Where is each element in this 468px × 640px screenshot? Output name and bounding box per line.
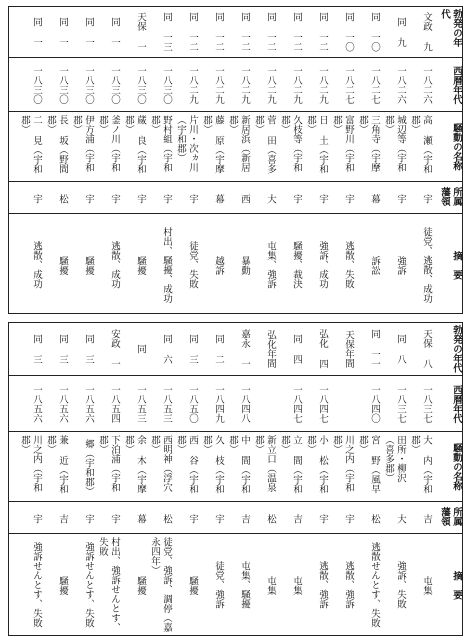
row-year: 一八三〇: [109, 66, 120, 104]
header-domain: 所属藩領: [439, 187, 462, 206]
row-note: 逃散、強訴: [317, 561, 328, 609]
row-name: 藤 原（宇摩郡）: [201, 115, 224, 174]
row-name: 伊方浦（宇和郡）: [71, 115, 94, 172]
row-year: 一八二六: [395, 66, 406, 104]
row-domain: 宇: [135, 194, 146, 204]
row-note: 騒擾: [83, 255, 94, 275]
row-domain: 大: [395, 514, 406, 524]
row-era: 弘化年間: [265, 330, 276, 368]
row-note: 騒擾: [57, 255, 68, 275]
row-domain: 松: [57, 194, 68, 204]
row-era: 同 一二: [265, 12, 276, 52]
row-year: 一八二九: [291, 66, 302, 104]
row-era: 同 三: [83, 334, 94, 364]
row-year: 一八五三: [135, 385, 146, 423]
row-note: 強訴せんとす、失敗: [31, 542, 42, 628]
row-era: 同 二: [213, 334, 224, 364]
table-row: [94, 7, 120, 313]
table-row: [94, 323, 120, 635]
row-domain: 吉: [421, 514, 432, 524]
row-note: 屯集、強訴: [265, 241, 276, 289]
row-domain: 幕: [213, 194, 224, 204]
row-name: 久枝等（宇和郡）: [279, 115, 302, 172]
row-name: 余 木（宇摩郡）: [123, 435, 146, 494]
row-note: 逃散、成功: [109, 241, 120, 289]
row-note: 騒擾: [187, 575, 198, 595]
row-note: 徒党、逃散、成功: [421, 227, 432, 303]
row-name: 新立口（温泉郡）: [253, 435, 276, 492]
row-name: 片川・次ヵ川（宇和郡）: [175, 115, 198, 172]
row-note: 騒擾: [135, 575, 146, 595]
row-name: 長 坂（野間郡）: [45, 115, 68, 174]
table-row: [68, 323, 94, 635]
header-year: 西暦年代: [451, 66, 462, 104]
table-row: [224, 7, 250, 313]
row-domain: 宇: [213, 514, 224, 524]
row-domain: 宇: [31, 194, 42, 204]
table-upper: [8, 6, 463, 314]
row-name: 釜ノ川（宇和郡）: [97, 115, 120, 172]
table-row: [120, 7, 146, 313]
header-era: 勃発の年代: [451, 325, 462, 373]
row-domain: 西: [239, 194, 250, 204]
row-era: 文政 九: [421, 12, 432, 52]
row-era: 同 一: [83, 17, 94, 47]
row-year: 一八五四: [109, 385, 120, 423]
row-era: 同 九: [395, 17, 406, 47]
row-name: 西 谷（宇和郡）: [175, 435, 198, 494]
row-year: 一八二九: [187, 66, 198, 104]
row-name: 大 内（宇和郡）: [409, 435, 432, 494]
row-name: 立 間（宇和郡）: [279, 435, 302, 494]
row-era: 嘉永 一: [239, 329, 250, 369]
row-note: 強訴: [395, 255, 406, 275]
table-row: [354, 323, 380, 635]
row-year: 一八三〇: [161, 66, 172, 104]
row-era: 同 四: [291, 334, 302, 364]
table-row: [16, 7, 42, 313]
row-year: 一八五六: [83, 385, 94, 423]
row-era: 弘化 四: [317, 329, 328, 369]
row-domain: 松: [265, 514, 276, 524]
table-row: [250, 323, 276, 635]
table-row: [172, 7, 198, 313]
row-era: 同 一二: [213, 12, 224, 52]
row-era: 同: [135, 344, 146, 354]
row-era: 同 一〇: [343, 12, 354, 52]
row-year: 一八三〇: [135, 66, 146, 104]
row-name: 下泊浦（宇和郡）: [97, 435, 120, 492]
table-row: [276, 7, 302, 313]
table-row: [354, 7, 380, 313]
divider: [9, 181, 462, 182]
row-note: 越訴: [213, 255, 224, 275]
row-era: 同 一二: [187, 12, 198, 52]
row-year: 一八四七: [317, 385, 328, 423]
row-year: 一八三七: [421, 385, 432, 423]
row-era: 同 一: [57, 17, 68, 47]
row-domain: 宇: [395, 194, 406, 204]
header-name: 騒動の名称: [451, 443, 462, 491]
divider: [9, 213, 462, 214]
row-year: [250, 379, 276, 429]
row-name: 川之内（宇和郡）: [19, 435, 42, 492]
table-row: [16, 323, 42, 635]
row-domain: 宇: [291, 194, 302, 204]
row-era: 天保年間: [343, 330, 354, 368]
row-name: 西明神（浮穴郡）: [149, 435, 172, 492]
row-note: 騒擾、裁決: [291, 241, 302, 289]
header-era: 勃発の年代: [439, 9, 462, 47]
row-year: 一八二九: [265, 66, 276, 104]
row-note: 強訴、成功: [317, 241, 328, 289]
row-era: 同 一: [109, 17, 120, 47]
row-domain: 宇: [31, 514, 42, 524]
divider: [9, 111, 462, 112]
table-row: [302, 323, 328, 635]
table-row: [302, 7, 328, 313]
row-domain: 宇: [83, 514, 94, 524]
row-name: 三角寺（宇摩郡）: [357, 115, 380, 172]
row-era: 同 一一: [369, 329, 380, 369]
row-note: 徒党、強訴、調停（嘉永四年）: [149, 537, 172, 632]
table-row: [380, 7, 406, 313]
row-domain: 宇: [187, 194, 198, 204]
table-row: [42, 323, 68, 635]
row-note: 訴訟: [369, 255, 380, 275]
row-name: 城辺等（宇和郡）: [383, 115, 406, 172]
row-year: 一八二九: [213, 66, 224, 104]
row-year: 一八五六: [57, 385, 68, 423]
divider: [9, 57, 462, 58]
row-name: 小 松（宇和郡）: [305, 435, 328, 494]
row-year: 一八四七: [291, 385, 302, 423]
row-year: 一八五六: [31, 385, 42, 423]
row-name: 高 瀬（宇和郡）: [409, 115, 432, 174]
table-upper-rows: [9, 7, 462, 313]
divider: [9, 431, 462, 432]
row-era: 同 一二: [317, 12, 328, 52]
table-row: [406, 323, 432, 635]
header-column-lower: [432, 323, 462, 635]
row-note: 逃散、失敗: [343, 241, 354, 289]
divider: [9, 533, 462, 534]
row-era: 同 三: [57, 334, 68, 364]
row-year: 一八二九: [239, 66, 250, 104]
table-row: [198, 323, 224, 635]
table-lower: [8, 322, 463, 636]
row-domain: 宇: [317, 514, 328, 524]
table-row: [328, 7, 354, 313]
row-name: 久 枝（宇和郡）: [201, 435, 224, 494]
row-era: 同 三: [187, 334, 198, 364]
table-row: [250, 7, 276, 313]
row-era: 安政 一: [109, 329, 120, 369]
row-name: 中 間（宇和郡）: [227, 435, 250, 494]
row-note: 逃散、強訴: [343, 561, 354, 609]
row-note: 強訴せんとす、失敗: [83, 542, 94, 628]
row-name: 郷（宇和郡）: [83, 438, 94, 496]
row-name: 川之内（宇和郡）: [331, 435, 354, 492]
row-domain: 宇: [109, 194, 120, 204]
row-domain: 吉: [239, 514, 250, 524]
row-note: 屯集: [291, 575, 302, 595]
row-year: 一八三七: [395, 385, 406, 423]
row-domain: 松: [161, 514, 172, 524]
table-lower-rows: [9, 323, 462, 635]
row-year: [328, 379, 354, 429]
row-year: 一八二九: [317, 66, 328, 104]
row-domain: 宇: [83, 194, 94, 204]
row-era: 天保 一: [135, 12, 146, 52]
row-note: 強訴、失敗: [395, 561, 406, 609]
table-row: [172, 323, 198, 635]
row-domain: 宇: [421, 194, 432, 204]
row-note: 村出、騒擾、成功: [161, 227, 172, 303]
table-row: [276, 323, 302, 635]
row-year: 一八二七: [369, 66, 380, 104]
row-note: 暴動: [239, 255, 250, 275]
row-era: 同 一二: [239, 12, 250, 52]
row-note: 逃散せんとす、失敗: [369, 542, 380, 628]
row-note: 騒擾: [57, 575, 68, 595]
row-year: 一八二七: [343, 66, 354, 104]
row-note: 屯集: [421, 575, 432, 595]
row-era: 同 一二: [291, 12, 302, 52]
row-note: 逃散、成功: [31, 241, 42, 289]
table-row: [42, 7, 68, 313]
row-name: 菅 田（喜多郡）: [253, 115, 276, 174]
row-year: 一八五三: [161, 385, 172, 423]
row-domain: 宇: [161, 194, 172, 204]
table-row: [146, 7, 172, 313]
row-name: 新居浜（新居郡）: [227, 115, 250, 172]
row-era: 同 八: [395, 334, 406, 364]
row-domain: 宇: [343, 514, 354, 524]
row-year: 一八四九: [213, 385, 224, 423]
table-row: [146, 323, 172, 635]
row-domain: 吉: [291, 514, 302, 524]
header-year: 西暦年代: [451, 385, 462, 423]
row-domain: 宇: [187, 514, 198, 524]
divider: [9, 501, 462, 502]
table-row: [406, 7, 432, 313]
row-domain: 宇: [343, 194, 354, 204]
row-note: 徒党、強訴: [213, 561, 224, 609]
row-domain: 松: [369, 514, 380, 524]
row-name: 野村組（宇和郡）: [149, 115, 172, 172]
row-era: 同 三: [31, 334, 42, 364]
row-note: 騒擾: [135, 255, 146, 275]
table-row: [198, 7, 224, 313]
row-domain: 宇: [317, 194, 328, 204]
row-era: 同 一〇: [369, 12, 380, 52]
row-year: 一八三〇: [31, 66, 42, 104]
row-domain: 大: [265, 194, 276, 204]
row-name: 兼 近（宇和郡）: [45, 435, 68, 494]
row-note: 徒党、失敗: [187, 241, 198, 289]
row-name: 二 見（宇和郡）: [19, 115, 42, 174]
row-name: 蔵 良（宇和郡）: [123, 115, 146, 174]
row-domain: 幕: [369, 194, 380, 204]
row-era: 同 六: [161, 334, 172, 364]
row-name: 日 土（宇和郡）: [305, 115, 328, 174]
row-era: 同 一三: [161, 12, 172, 52]
row-note: 屯集: [265, 575, 276, 595]
header-column-upper: [432, 7, 462, 313]
row-era: 同 一: [31, 17, 42, 47]
row-domain: 宇: [109, 514, 120, 524]
row-name: 富野川（宇和郡）: [331, 115, 354, 172]
table-row: [328, 323, 354, 635]
header-note: 摘 要: [451, 250, 462, 280]
row-era: 天保 八: [421, 329, 432, 369]
header-domain: 所属藩領: [439, 507, 462, 526]
table-row: [380, 323, 406, 635]
table-row: [224, 323, 250, 635]
table-row: [120, 323, 146, 635]
divider: [9, 375, 462, 376]
row-year: 一八三〇: [57, 66, 68, 104]
header-name: 騒動の名称: [451, 123, 462, 171]
row-year: 一八四八: [239, 385, 250, 423]
row-year: 一八二六: [421, 66, 432, 104]
row-year: 一八四〇: [369, 385, 380, 423]
table-row: [68, 7, 94, 313]
row-year: 一八五〇: [187, 385, 198, 423]
row-domain: 幕: [135, 514, 146, 524]
row-note: 屯集、騒擾: [239, 561, 250, 609]
row-name: 田所・柳沢（喜多郡）: [383, 435, 406, 483]
row-year: 一八三〇: [83, 66, 94, 104]
row-domain: 吉: [57, 514, 68, 524]
row-note: 村出、強訴せんとす、失敗: [97, 537, 120, 632]
row-name: 宮 野（風早郡）: [357, 435, 380, 494]
header-note: 摘 要: [451, 570, 462, 600]
